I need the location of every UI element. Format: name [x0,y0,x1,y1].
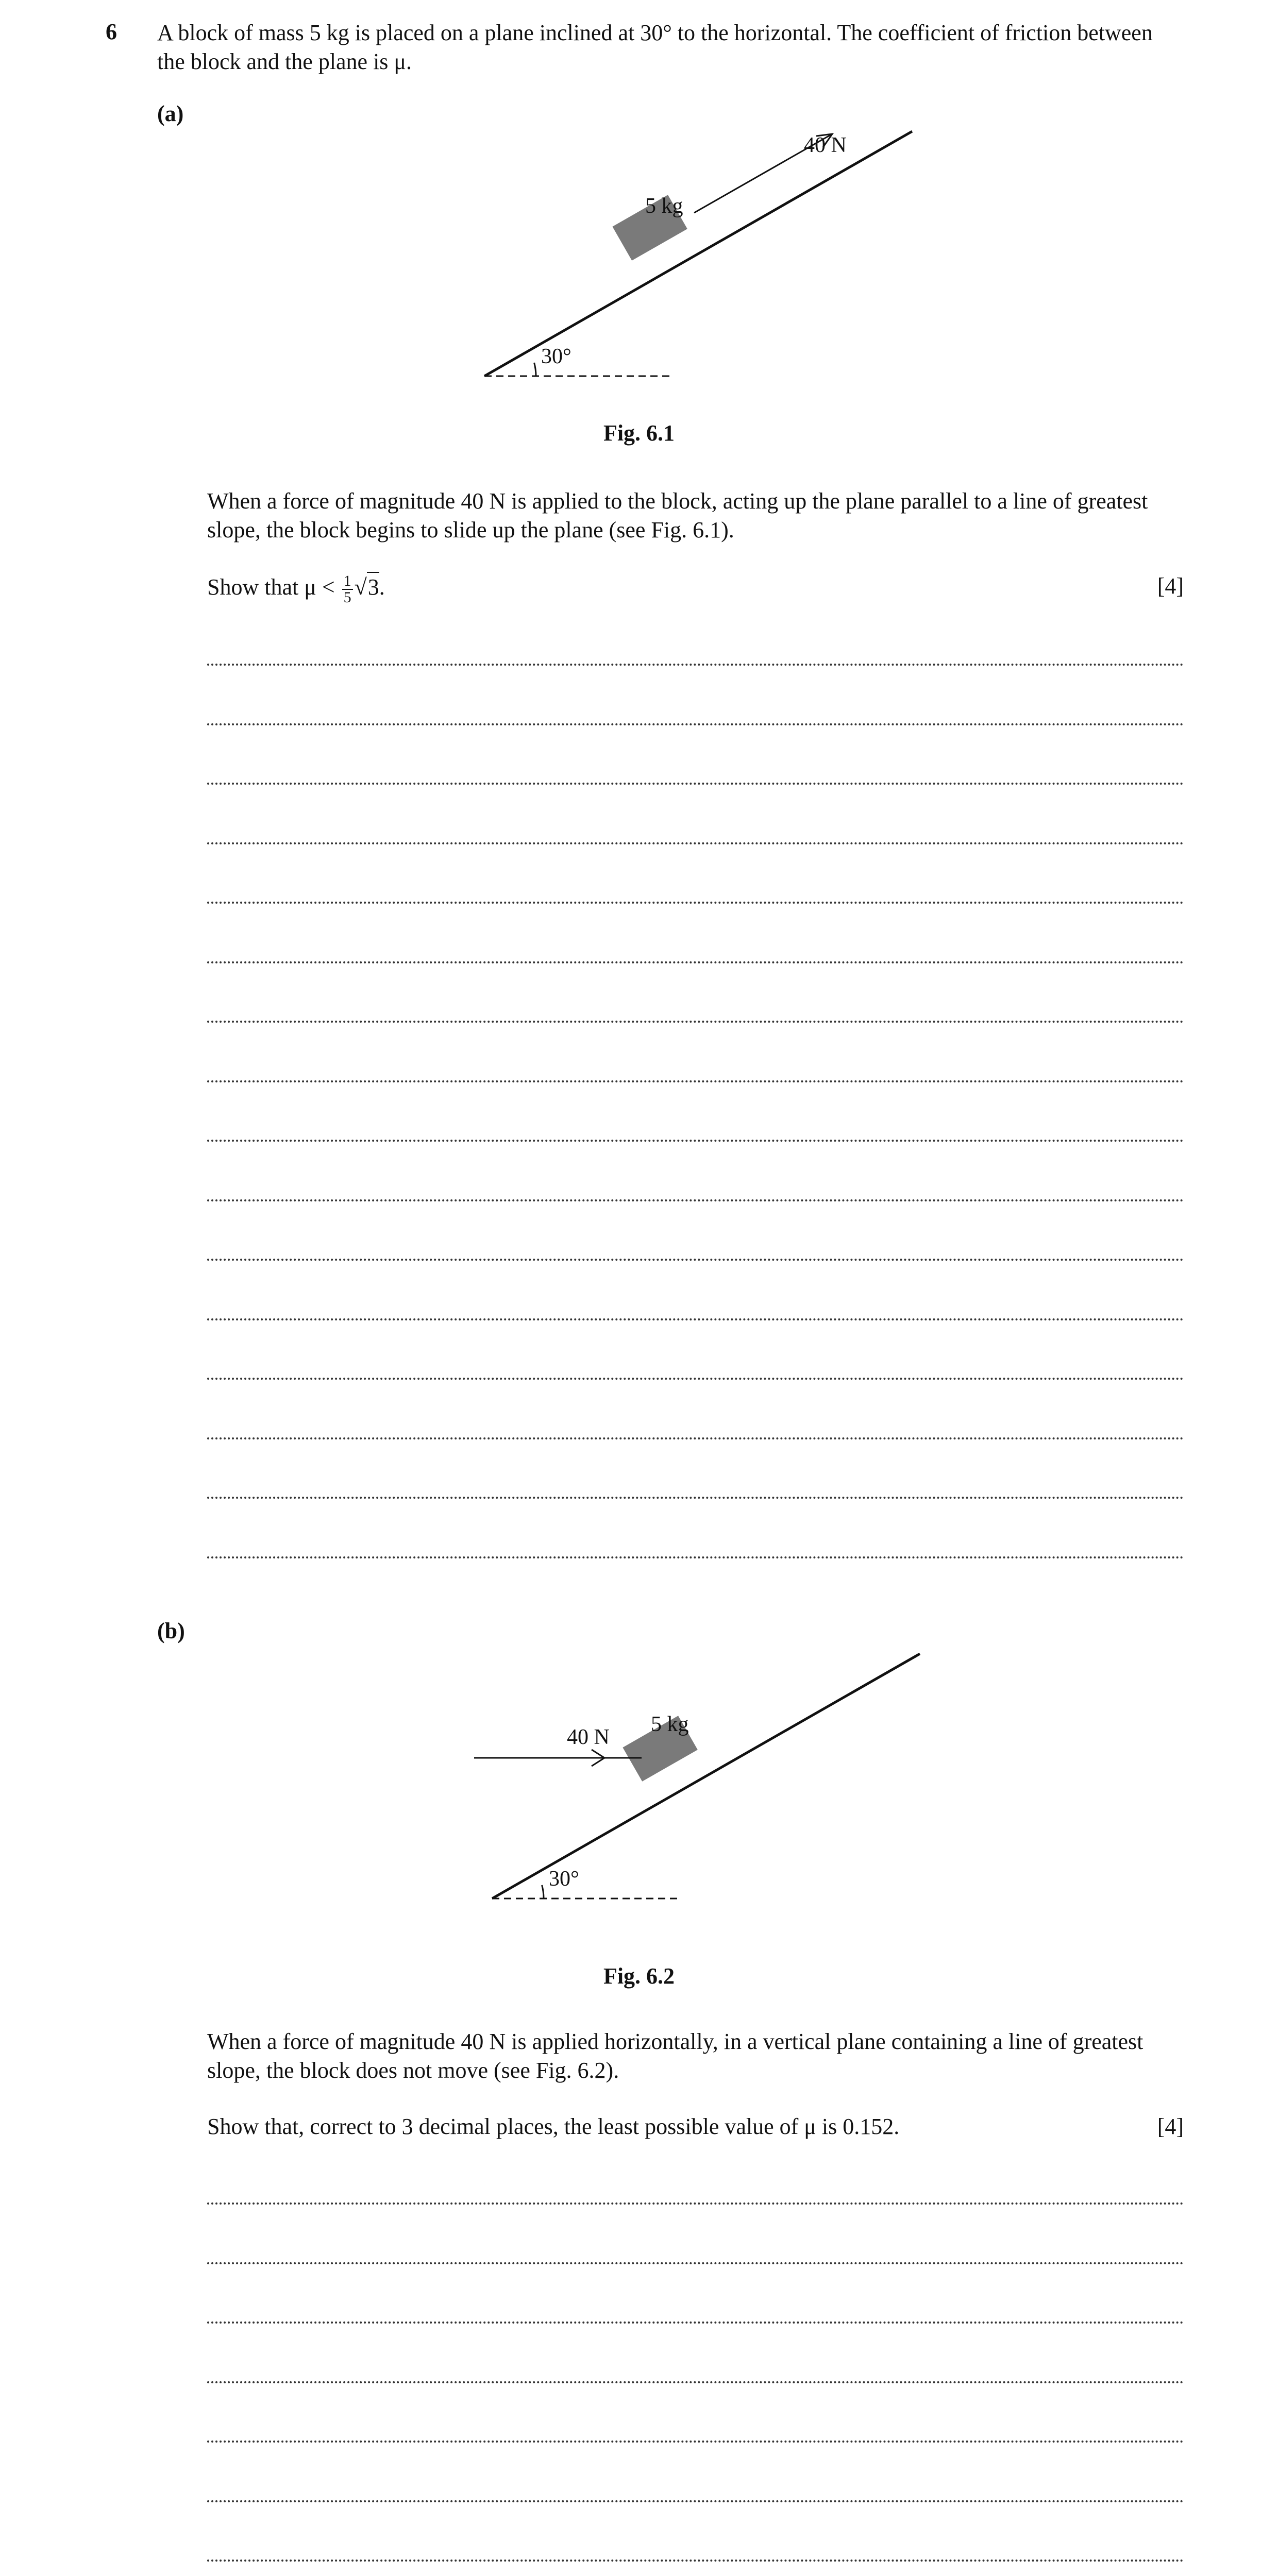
answer-line[interactable] [207,1318,1184,1320]
angle-label: 30° [549,1867,579,1891]
answer-line[interactable] [207,2560,1184,2562]
answer-line[interactable] [207,1378,1184,1380]
figure-6-2-caption: Fig. 6.2 [603,1963,675,1989]
force-label: 40 N [804,133,847,157]
answer-line[interactable] [207,783,1184,785]
question-intro: A block of mass 5 kg is placed on a plane inclined at 30° to the horizontal. The coefficient of friction between the block and the plane is μ. [157,20,1153,74]
angle-arc [542,1885,544,1899]
answer-line[interactable] [207,1140,1184,1142]
figure-6-2 [453,1643,928,1911]
part-b-prompt-text: Show that, correct to 3 decimal places, the least possible value of μ is 0.152. [207,2114,900,2139]
sqrt-radicand: 3 [367,572,379,602]
part-a-text: When a force of magnitude 40 N is applied to the block, acting up the plane parallel to a line of greatest slope, the block begins to slide up the plane (see Fig. 6.1). [207,488,1148,543]
figure-6-2-diagram [453,1643,928,1911]
answer-line[interactable] [207,2441,1184,2443]
answer-line[interactable] [207,2262,1184,2264]
part-b-marks: [4] [1157,2114,1184,2139]
angle-arc [534,363,536,376]
part-a-prompt-suffix: . [379,574,385,600]
answer-line[interactable] [207,2202,1184,2205]
answer-line[interactable] [207,1497,1184,1499]
figure-6-1-caption: Fig. 6.1 [603,420,675,446]
answer-line[interactable] [207,664,1184,666]
answer-line[interactable] [207,1080,1184,1082]
fraction-numerator: 1 [342,573,353,590]
fraction-denominator: 5 [343,588,351,606]
part-b-prompt [207,2112,1184,2141]
answer-line[interactable] [207,961,1184,963]
figure-6-1-diagram [464,121,928,389]
part-b-text: When a force of magnitude 40 N is applied horizontally, in a vertical plane containing a line of greatest slope, the block does not move (see Fig. 6.2). [207,2029,1144,2083]
sqrt-sign: √ [354,574,367,600]
answer-line[interactable] [207,2381,1184,2383]
answer-line[interactable] [207,1556,1184,1558]
answer-line[interactable] [207,1199,1184,1201]
incline-line [492,1654,920,1899]
force-label: 40 N [567,1725,610,1749]
answer-line[interactable] [207,1437,1184,1439]
part-a-label: (a) [157,101,184,126]
question-number: 6 [106,19,117,44]
answer-line[interactable] [207,902,1184,904]
angle-label: 30° [541,345,571,368]
answer-line[interactable] [207,1259,1184,1261]
answer-line[interactable] [207,842,1184,844]
fraction-one-fifth [342,573,353,605]
part-b-label: (b) [157,1618,185,1643]
figure-6-1 [464,121,928,389]
part-a-prompt-prefix: Show that μ < [207,574,335,600]
mass-label: 5 kg [651,1713,689,1736]
answer-line[interactable] [207,1021,1184,1023]
answer-line[interactable] [207,2500,1184,2502]
mass-label: 5 kg [645,194,683,218]
part-a-marks: [4] [1157,573,1184,599]
incline-line [484,131,912,376]
part-a-prompt [207,572,1184,605]
answer-line[interactable] [207,723,1184,725]
square-root [355,572,379,602]
answer-line[interactable] [207,2321,1184,2324]
